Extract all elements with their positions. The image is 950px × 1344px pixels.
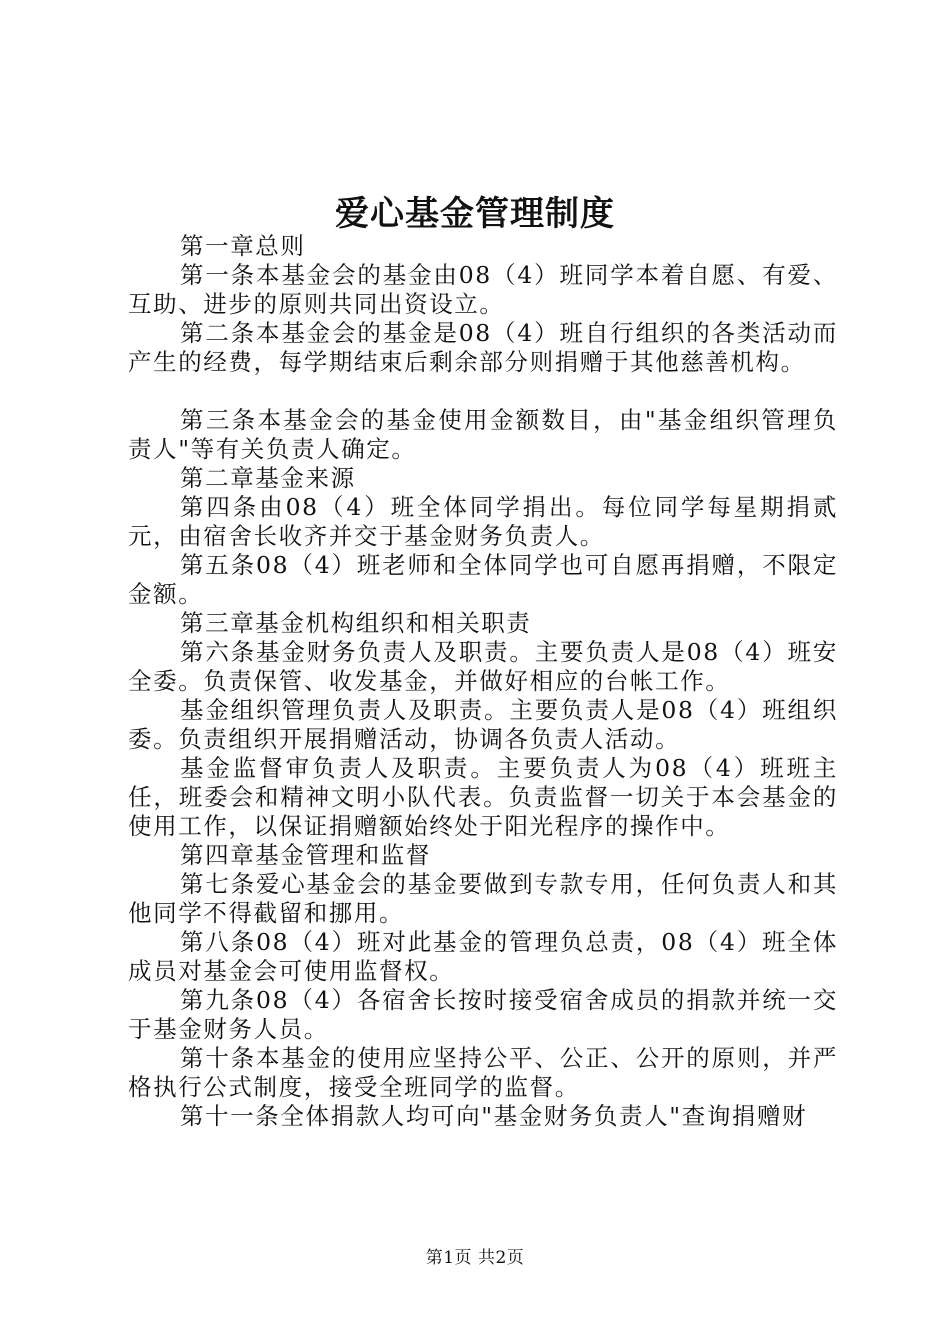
- article-paragraph: 第一条本基金会的基金由08（4）班同学本着自愿、有爱、互助、进步的原则共同出资设立。: [128, 261, 838, 318]
- article-paragraph: 第十一条全体捐款人均可向"基金财务负责人"查询捐赠财: [180, 1102, 808, 1130]
- article-paragraph: 第八条08（4）班对此基金的管理负总责，08（4）班全体成员对基金会可使用监督权。: [128, 928, 838, 985]
- article-paragraph: 第二条本基金会的基金是08（4）班自行组织的各类活动而产生的经费，每学期结束后剩余部分则捐赠于其他慈善机构。: [128, 319, 838, 376]
- article-paragraph: 基金组织管理负责人及职责。主要负责人是08（4）班组织委。负责组织开展捐赠活动，协调各负责人活动。: [128, 696, 838, 753]
- chapter-heading: 第二章基金来源: [180, 464, 356, 492]
- article-paragraph: 基金监督审负责人及职责。主要负责人为08（4）班班主任，班委会和精神文明小队代表。负责监督一切关于本会基金的使用工作，以保证捐赠额始终处于阳光程序的操作中。: [128, 754, 838, 840]
- document-body: [128, 232, 838, 1131]
- article-paragraph: 第四条由08（4）班全体同学捐出。每位同学每星期捐贰元，由宿舍长收齐并交于基金财务负责人。: [128, 493, 838, 550]
- chapter-heading: 第三章基金机构组织和相关职责: [180, 609, 532, 637]
- article-paragraph: 第五条08（4）班老师和全体同学也可自愿再捐赠，不限定金额。: [128, 551, 838, 608]
- document-title: 爱心基金管理制度: [335, 194, 615, 234]
- article-paragraph: 第十条本基金的使用应坚持公平、公正、公开的原则，并严格执行公式制度，接受全班同学的监督。: [128, 1044, 838, 1101]
- chapter-heading: 第四章基金管理和监督: [180, 841, 431, 869]
- page-footer: 第1页 共2页: [425, 1248, 525, 1268]
- chapter-heading: 第一章总则: [180, 232, 306, 260]
- article-paragraph: 第九条08（4）各宿舍长按时接受宿舍成员的捐款并统一交于基金财务人员。: [128, 986, 838, 1043]
- article-paragraph: 第三条本基金会的基金使用金额数目，由"基金组织管理负责人"等有关负责人确定。: [128, 406, 838, 463]
- article-paragraph: 第六条基金财务负责人及职责。主要负责人是08（4）班安全委。负责保管、收发基金，并做好相应的台帐工作。: [128, 638, 838, 695]
- article-paragraph: 第七条爱心基金会的基金要做到专款专用，任何负责人和其他同学不得截留和挪用。: [128, 870, 838, 927]
